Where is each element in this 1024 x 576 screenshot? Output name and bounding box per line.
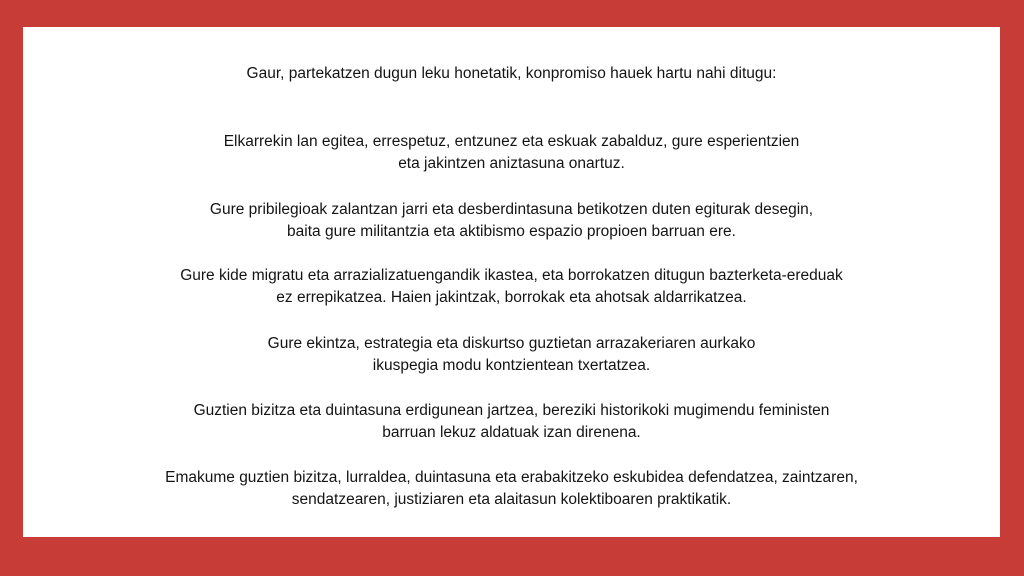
- commitment-paragraph: [23, 265, 1000, 309]
- commitment-line: Gure kide migratu eta arrazializatuengandik ikastea, eta borrokatzen ditugun bazterketa-ereduak: [180, 267, 843, 284]
- commitment-line: barruan lekuz aldatuak izan direnena.: [382, 424, 641, 441]
- commitment-line: Guztien bizitza eta duintasuna erdigunean jartzea, bereziki historikoki mugimendu feministen: [193, 402, 830, 419]
- commitment-paragraph: [23, 131, 1000, 175]
- commitment-line: baita gure militantzia eta aktibismo espazio propioen barruan ere.: [287, 223, 736, 240]
- commitment-paragraph: [23, 400, 1000, 444]
- commitment-line: ez errepikatzea. Haien jakintzak, borrokak eta ahotsak aldarrikatzea.: [276, 289, 747, 306]
- commitment-line: Elkarrekin lan egitea, errespetuz, entzunez eta eskuak zabalduz, gure esperientzien: [223, 133, 800, 150]
- document-panel: [23, 27, 1000, 537]
- commitment-line: eta jakintzen aniztasuna onartuz.: [398, 155, 625, 172]
- commitment-line: ikuspegia modu kontzientean txertatzea.: [372, 357, 651, 374]
- commitment-line: Gure ekintza, estrategia eta diskurtso guztietan arrazakeriaren aurkako: [267, 335, 756, 352]
- commitment-paragraph: [23, 467, 1000, 511]
- commitment-paragraph: [23, 333, 1000, 377]
- intro-text: Gaur, partekatzen dugun leku honetatik, konpromiso hauek hartu nahi ditugu:: [246, 65, 777, 82]
- commitment-line: sendatzearen, justiziaren eta alaitasun kolektiboaren praktikatik.: [291, 491, 732, 508]
- commitment-line: Gure pribilegioak zalantzan jarri eta desberdintasuna betikotzen duten egiturak desegin,: [209, 201, 814, 218]
- commitment-line: Emakume guztien bizitza, lurraldea, duintasuna eta erabakitzeko eskubidea defendatzea, zaintzaren,: [165, 469, 858, 486]
- commitment-paragraph: [23, 199, 1000, 243]
